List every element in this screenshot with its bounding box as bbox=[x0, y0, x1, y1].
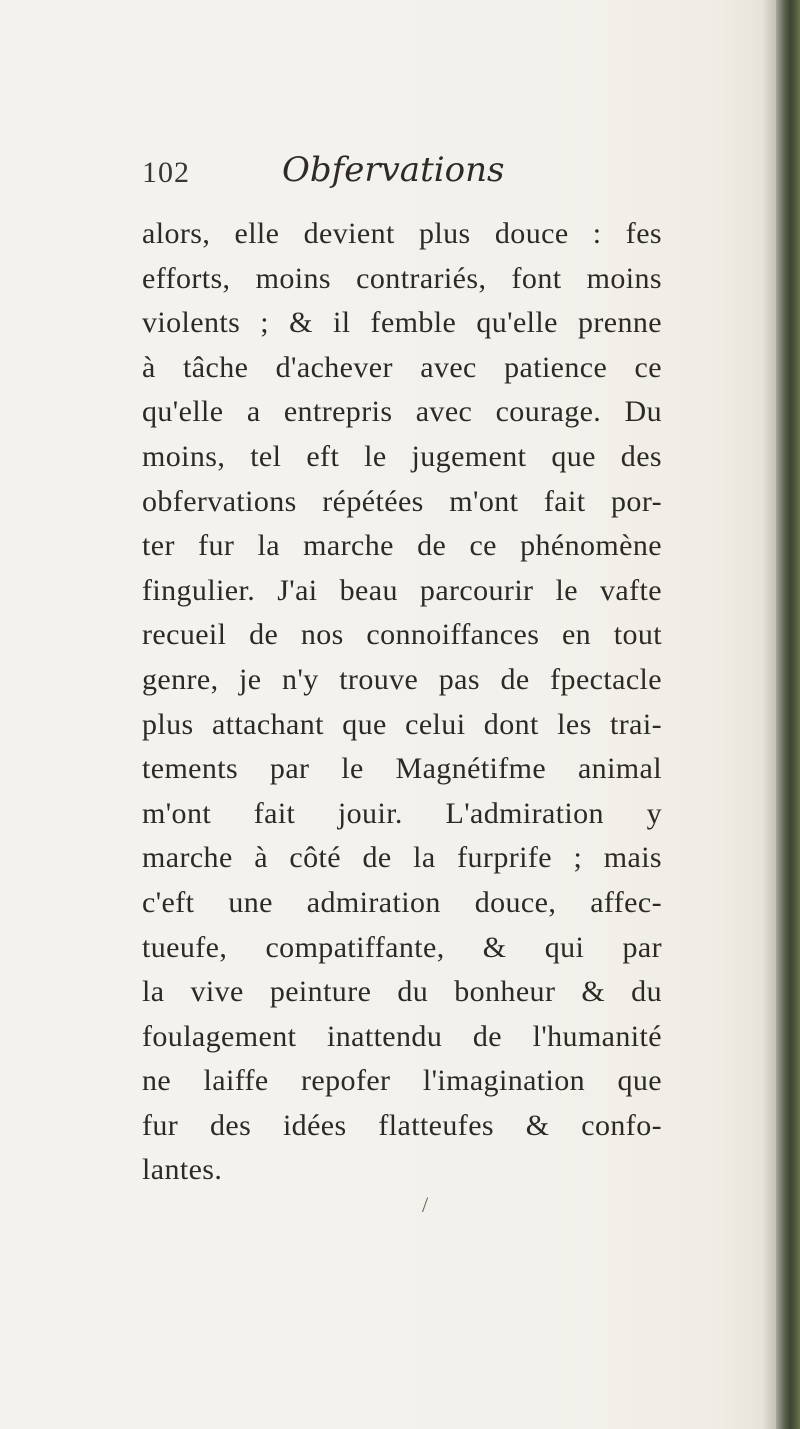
text-line: moins, tel eft le jugement que des bbox=[142, 439, 662, 473]
text-line: m'ont fait jouir. L'admiration y bbox=[142, 796, 662, 830]
text-line: marche à côté de la furprife ; mais bbox=[142, 841, 662, 875]
body-text bbox=[142, 212, 662, 1193]
text-line: genre, je n'y trouve pas de fpectacle bbox=[142, 662, 662, 696]
text-line: à tâche d'achever avec patience ce bbox=[142, 350, 662, 384]
text-line: tueufe, compatiffante, & qui par bbox=[142, 930, 662, 964]
page-gutter-shadow bbox=[762, 0, 776, 1429]
text-line: foulagement inattendu de l'humanité bbox=[142, 1019, 662, 1053]
text-line: tements par le Magnétifme animal bbox=[142, 752, 662, 786]
text-line: fur des idées flatteufes & confo- bbox=[142, 1108, 662, 1142]
text-line: c'eft une admiration douce, affec- bbox=[142, 885, 662, 919]
running-title: Obfervations bbox=[282, 150, 505, 190]
text-line: ter fur la marche de ce phénomène bbox=[142, 529, 662, 563]
text-line: efforts, moins contrariés, font moins bbox=[142, 261, 662, 295]
text-line: obfervations répétées m'ont fait por- bbox=[142, 484, 662, 518]
text-line: fingulier. J'ai beau parcourir le vafte bbox=[142, 573, 662, 607]
text-line: alors, elle devient plus douce : fes bbox=[142, 217, 662, 250]
page-number: 102 bbox=[142, 156, 190, 189]
text-line: violents ; & il femble qu'elle prenne bbox=[142, 306, 662, 340]
text-line: la vive peinture du bonheur & du bbox=[142, 975, 662, 1009]
text-line: recueil de nos connoiffances en tout bbox=[142, 618, 662, 652]
text-line: plus attachant que celui dont les trai- bbox=[142, 707, 662, 741]
text-line: qu'elle a entrepris avec courage. Du bbox=[142, 395, 662, 429]
text-line: ne laiffe repofer l'imagination que bbox=[142, 1064, 662, 1098]
page-edge-binding bbox=[776, 0, 800, 1429]
text-line-last: lantes. bbox=[142, 1153, 223, 1187]
stray-mark: / bbox=[422, 1192, 429, 1217]
page-header bbox=[142, 148, 742, 208]
